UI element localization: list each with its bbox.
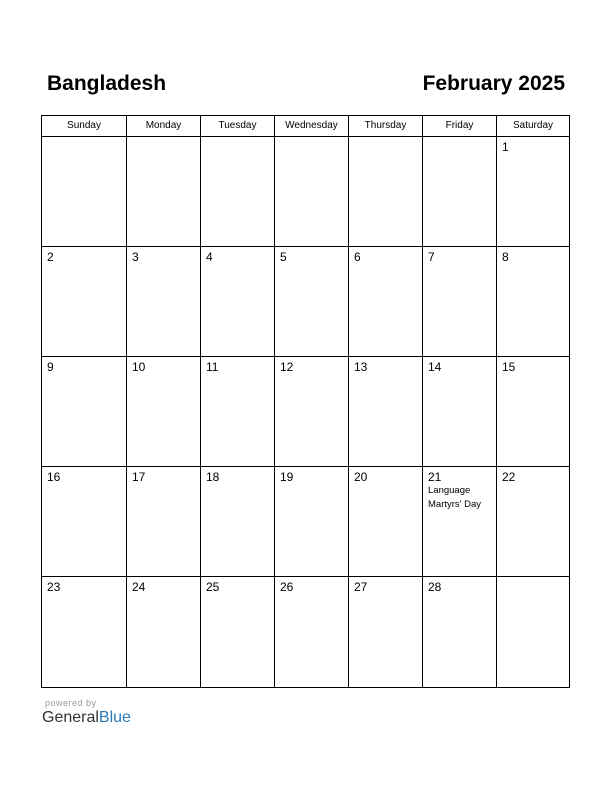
day-cell-26 bbox=[275, 577, 349, 687]
date-number: 27 bbox=[354, 580, 368, 594]
date-number: 22 bbox=[502, 470, 516, 484]
day-cell-28 bbox=[423, 577, 497, 687]
date-number: 23 bbox=[47, 580, 61, 594]
day-cell-19 bbox=[275, 467, 349, 577]
weekday-header-friday: Friday bbox=[423, 116, 497, 137]
day-cell-21 bbox=[423, 467, 497, 577]
day-cell-17 bbox=[127, 467, 201, 577]
day-cell-12 bbox=[275, 357, 349, 467]
day-cell-3 bbox=[127, 247, 201, 357]
day-cell-27 bbox=[349, 577, 423, 687]
country-title: Bangladesh bbox=[47, 72, 167, 95]
date-number: 18 bbox=[206, 470, 220, 484]
logo-text-general: General bbox=[42, 709, 99, 726]
day-cell-23 bbox=[42, 577, 127, 687]
day-cell-22 bbox=[497, 467, 569, 577]
month-year-title: February 2025 bbox=[422, 72, 565, 95]
date-number: 24 bbox=[132, 580, 146, 594]
date-number: 10 bbox=[132, 360, 146, 374]
day-cell-1 bbox=[497, 137, 569, 247]
date-number: 28 bbox=[428, 580, 442, 594]
date-number: 2 bbox=[47, 250, 54, 264]
date-number: 16 bbox=[47, 470, 61, 484]
day-cell-7 bbox=[423, 247, 497, 357]
day-cell-14 bbox=[423, 357, 497, 467]
date-number: 17 bbox=[132, 470, 146, 484]
empty-day-cell bbox=[349, 137, 423, 247]
day-cell-15 bbox=[497, 357, 569, 467]
empty-day-cell bbox=[275, 137, 349, 247]
weekday-header-thursday: Thursday bbox=[349, 116, 423, 137]
day-cell-8 bbox=[497, 247, 569, 357]
day-cell-13 bbox=[349, 357, 423, 467]
generalblue-logo bbox=[42, 708, 131, 728]
date-number: 9 bbox=[47, 360, 54, 374]
day-cell-6 bbox=[349, 247, 423, 357]
day-cell-24 bbox=[127, 577, 201, 687]
date-number: 3 bbox=[132, 250, 139, 264]
calendar-grid bbox=[41, 115, 570, 688]
day-cell-5 bbox=[275, 247, 349, 357]
date-number: 13 bbox=[354, 360, 368, 374]
empty-day-cell bbox=[201, 137, 275, 247]
day-cell-4 bbox=[201, 247, 275, 357]
date-number: 1 bbox=[502, 140, 509, 154]
date-number: 5 bbox=[280, 250, 287, 264]
holiday-label: Language Martyrs' Day bbox=[428, 485, 482, 510]
logo-text-blue: Blue bbox=[98, 709, 131, 726]
date-number: 19 bbox=[280, 470, 294, 484]
day-cell-20 bbox=[349, 467, 423, 577]
date-number: 11 bbox=[206, 360, 219, 374]
day-cell-9 bbox=[42, 357, 127, 467]
empty-day-cell bbox=[127, 137, 201, 247]
empty-day-cell bbox=[423, 137, 497, 247]
empty-day-cell bbox=[42, 137, 127, 247]
date-number: 6 bbox=[354, 250, 361, 264]
day-cell-2 bbox=[42, 247, 127, 357]
date-number: 4 bbox=[206, 250, 213, 264]
date-number: 20 bbox=[354, 470, 368, 484]
weekday-header-saturday: Saturday bbox=[497, 116, 569, 137]
day-cell-11 bbox=[201, 357, 275, 467]
date-number: 12 bbox=[280, 360, 294, 374]
date-number: 15 bbox=[502, 360, 516, 374]
weekday-header-wednesday: Wednesday bbox=[275, 116, 349, 137]
date-number: 14 bbox=[428, 360, 442, 374]
date-number: 8 bbox=[502, 250, 509, 264]
weekday-header-tuesday: Tuesday bbox=[201, 116, 275, 137]
day-cell-10 bbox=[127, 357, 201, 467]
empty-day-cell bbox=[497, 577, 569, 687]
date-number: 21 bbox=[428, 470, 442, 484]
day-cell-25 bbox=[201, 577, 275, 687]
day-cell-16 bbox=[42, 467, 127, 577]
day-cell-18 bbox=[201, 467, 275, 577]
date-number: 25 bbox=[206, 580, 220, 594]
date-number: 7 bbox=[428, 250, 435, 264]
powered-by-text: powered by bbox=[45, 698, 97, 708]
weekday-header-monday: Monday bbox=[127, 116, 201, 137]
weekday-header-sunday: Sunday bbox=[42, 116, 127, 137]
date-number: 26 bbox=[280, 580, 294, 594]
